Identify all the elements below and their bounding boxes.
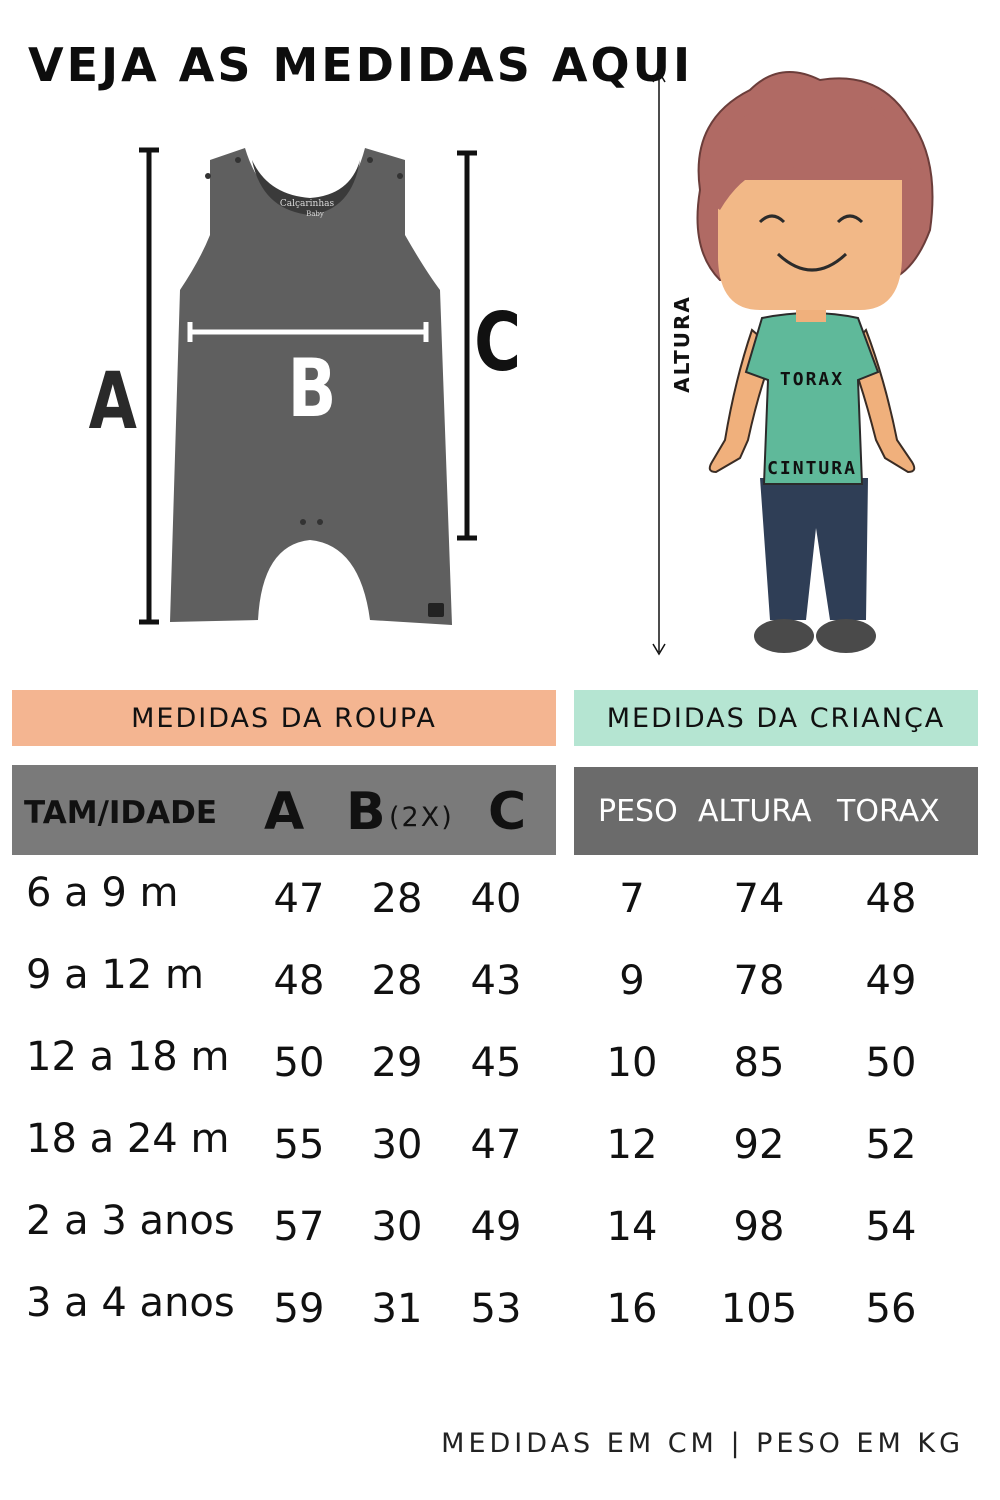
row-c: 43 xyxy=(470,958,522,1004)
measurement-illustration xyxy=(0,0,1000,680)
row-altura: 105 xyxy=(720,1286,798,1332)
row-peso: 7 xyxy=(619,876,645,922)
units-footer: MEDIDAS EM CM | PESO EM KG xyxy=(441,1428,964,1459)
row-torax: 50 xyxy=(865,1040,917,1086)
altura-arrow xyxy=(653,72,665,654)
crianca-header-text: MEDIDAS DA CRIANÇA xyxy=(606,702,946,734)
col-b-note: (2X) xyxy=(389,802,454,833)
crianca-header xyxy=(574,690,978,746)
col-altura: ALTURA xyxy=(698,794,812,829)
romper-logo: Calçarinhas xyxy=(279,199,335,209)
col-torax: TORAX xyxy=(837,794,940,829)
col-size: TAM/IDADE xyxy=(24,795,218,831)
row-peso: 14 xyxy=(606,1204,658,1250)
row-torax: 48 xyxy=(865,876,917,922)
row-altura: 98 xyxy=(733,1204,785,1250)
col-a: A xyxy=(264,782,305,842)
row-a: 59 xyxy=(273,1286,325,1332)
romper-logo-sub: Baby xyxy=(306,210,324,218)
row-peso: 10 xyxy=(606,1040,658,1086)
row-b: 28 xyxy=(371,958,423,1004)
row-altura: 74 xyxy=(733,876,785,922)
row-b: 30 xyxy=(371,1204,423,1250)
measure-a-label: A xyxy=(88,355,137,447)
row-b: 29 xyxy=(371,1040,423,1086)
page-title: VEJA AS MEDIDAS AQUI xyxy=(28,38,694,92)
altura-label: ALTURA xyxy=(670,295,694,393)
child-figure xyxy=(698,72,933,653)
row-size: 12 a 18 m xyxy=(26,1034,230,1080)
row-peso: 9 xyxy=(619,958,645,1004)
row-a: 55 xyxy=(273,1122,325,1168)
measure-b-label: B xyxy=(287,343,337,436)
row-altura: 85 xyxy=(733,1040,785,1086)
row-size: 6 a 9 m xyxy=(26,870,179,916)
row-b: 28 xyxy=(371,876,423,922)
row-altura: 78 xyxy=(733,958,785,1004)
col-b: B xyxy=(346,782,386,842)
row-torax: 49 xyxy=(865,958,917,1004)
row-peso: 12 xyxy=(606,1122,658,1168)
row-b: 30 xyxy=(371,1122,423,1168)
col-peso: PESO xyxy=(598,794,678,829)
row-size: 9 a 12 m xyxy=(26,952,204,998)
row-size: 2 a 3 anos xyxy=(26,1198,235,1244)
col-c: C xyxy=(488,782,527,842)
row-c: 40 xyxy=(470,876,522,922)
measure-c-label: C xyxy=(474,297,522,390)
row-torax: 54 xyxy=(865,1204,917,1250)
row-b: 31 xyxy=(371,1286,423,1332)
cintura-label: CINTURA xyxy=(767,458,857,479)
row-c: 49 xyxy=(470,1204,522,1250)
row-a: 48 xyxy=(273,958,325,1004)
row-size: 3 a 4 anos xyxy=(26,1280,235,1326)
torax-label: TORAX xyxy=(779,369,845,390)
row-a: 57 xyxy=(273,1204,325,1250)
measure-a-line xyxy=(139,150,159,622)
roupa-header-text: MEDIDAS DA ROUPA xyxy=(131,702,437,734)
row-peso: 16 xyxy=(606,1286,658,1332)
row-size: 18 a 24 m xyxy=(26,1116,230,1162)
row-c: 47 xyxy=(470,1122,522,1168)
row-a: 50 xyxy=(273,1040,325,1086)
roupa-header xyxy=(12,690,556,746)
row-a: 47 xyxy=(273,876,325,922)
row-c: 53 xyxy=(470,1286,522,1332)
row-c: 45 xyxy=(470,1040,522,1086)
row-altura: 92 xyxy=(733,1122,785,1168)
row-torax: 56 xyxy=(865,1286,917,1332)
row-torax: 52 xyxy=(865,1122,917,1168)
